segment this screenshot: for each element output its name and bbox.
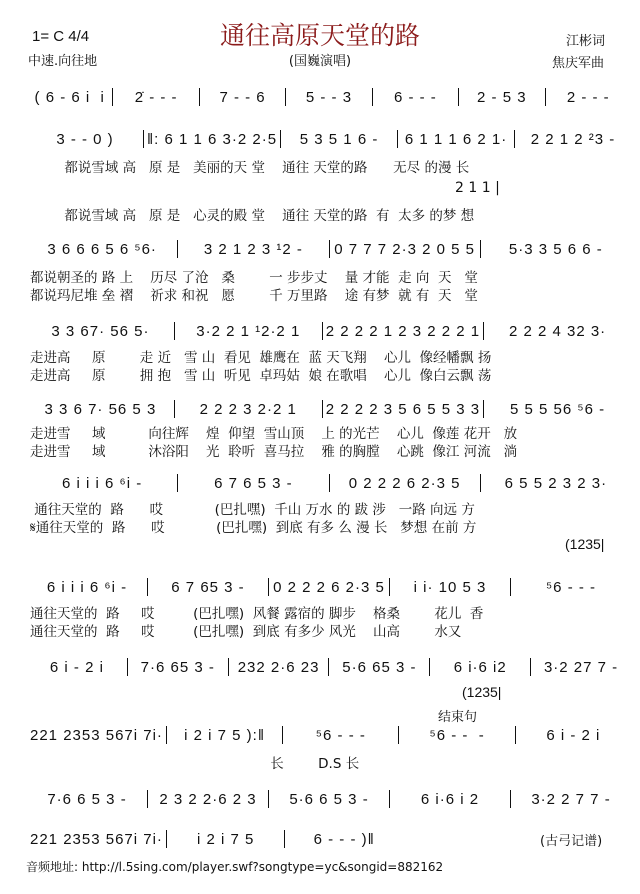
measure: 5·3 3 5 6 6 - bbox=[508, 240, 603, 258]
barline bbox=[280, 130, 281, 148]
notation-line bbox=[30, 658, 628, 676]
measure: 3 2 1 2 3 ¹2 - bbox=[203, 240, 303, 258]
barline bbox=[429, 658, 430, 676]
measure: 7·6 6 5 3 - bbox=[47, 790, 127, 808]
measure: 6 - - - )‖ bbox=[313, 830, 375, 848]
barline bbox=[174, 400, 175, 418]
measure: 3·2 2 7 7 - bbox=[531, 790, 611, 808]
measure: 6 i - 2 i bbox=[546, 726, 601, 744]
measure: 2 2 2 4 32 3· bbox=[508, 322, 607, 340]
lyric-line: 都说雪域 高 原 是 心灵的殿 堂 通往 天堂的路 有 太多 的梦 想 bbox=[30, 208, 475, 224]
measure: 6 1 1 1 6 2 1· bbox=[404, 130, 508, 148]
measure: 6 7 6 5 3 - bbox=[214, 474, 293, 492]
barline bbox=[328, 658, 329, 676]
lyricist: 江彬词 bbox=[566, 34, 606, 49]
barline bbox=[397, 130, 398, 148]
measure: i 2 i 7 5 ):‖ bbox=[184, 726, 266, 744]
measure: 3 - - 0 ) bbox=[56, 130, 114, 148]
audio-url: 音频地址: http://l.5sing.com/player.swf?songtype=yc&songid=882162 bbox=[26, 860, 444, 874]
barline bbox=[515, 726, 516, 744]
measure: 6 7 65 3 - bbox=[171, 578, 245, 596]
notation-line bbox=[30, 400, 628, 418]
measure: ‖: 6 1 1 6 3·2 2·5 bbox=[146, 130, 278, 148]
lyric-line: 走进雪 域 向往辉 煌 仰望 雪山顶 上 的光芒 心儿 像莲 花开 放 bbox=[30, 426, 518, 442]
measure: 0 7 7 7 2·3 2 0 5 5 bbox=[334, 240, 475, 258]
notation-line bbox=[30, 130, 628, 148]
barline bbox=[282, 726, 283, 744]
barline bbox=[510, 578, 511, 596]
measure: 0 2 2 2 6 2·3 5 bbox=[348, 474, 461, 492]
barline bbox=[268, 578, 269, 596]
key-signature: 1= C 4/4 bbox=[32, 28, 90, 45]
measure: ⁵6 - - - bbox=[429, 726, 485, 744]
lyric-line: 走进高 原 拥 抱 雪 山 听见 卓玛姑 娘 在歌唱 心儿 像白云飘 荡 bbox=[30, 368, 492, 384]
barline bbox=[268, 790, 269, 808]
measure: 6 i·6 i 2 bbox=[420, 790, 480, 808]
notation-line bbox=[30, 322, 628, 340]
measure: 2 3 2 2·6 2 3 bbox=[159, 790, 257, 808]
barline bbox=[510, 790, 511, 808]
measure: ( 6 - 6 i i bbox=[34, 88, 105, 106]
measure: 221 2353 567i 7i· bbox=[30, 726, 163, 744]
barline bbox=[112, 88, 113, 106]
barline bbox=[398, 726, 399, 744]
measure: 5 - - 3 bbox=[305, 88, 353, 106]
measure: 0 2 2 2 6 2·3 5 bbox=[273, 578, 385, 596]
lyric-line: 走进高 原 走 近 雪 山 看见 雄鹰在 蓝 天飞翔 心儿 像经幡飘 扬 bbox=[30, 350, 492, 366]
measure: 2 2 2 3 2·2 1 bbox=[199, 400, 297, 418]
measure: 3·2 2 1 ¹2·2 1 bbox=[196, 322, 301, 340]
barline bbox=[458, 88, 459, 106]
notation-line bbox=[30, 830, 400, 848]
lyric-line: 通往天堂的 路 哎 (巴扎嘿) 风餐 露宿的 脚步 格桑 花儿 香 bbox=[30, 606, 484, 622]
measure: 7 - - 6 bbox=[219, 88, 266, 106]
tempo-marking: 中速.向往地 bbox=[28, 54, 98, 69]
lyric-line: 通往天堂的 路 哎 (巴扎嘿) 千山 万水 的 跋 涉 一路 向远 方 bbox=[30, 502, 475, 518]
alt-ending-notes: 2 1 1 | bbox=[455, 180, 500, 196]
measure: 6 i - 2 i bbox=[49, 658, 104, 676]
singer: (国巍演唱) bbox=[288, 54, 352, 69]
measure: 5·6 6 5 3 - bbox=[289, 790, 369, 808]
measure: 2 2 1 2 ²3 - bbox=[530, 130, 616, 148]
measure: 2 2 2 2 1 2 3 2 2 2 1 bbox=[325, 322, 481, 340]
barline bbox=[329, 474, 330, 492]
barline bbox=[284, 830, 285, 848]
barline bbox=[389, 790, 390, 808]
barline bbox=[127, 658, 128, 676]
barline bbox=[177, 240, 178, 258]
barline bbox=[545, 88, 546, 106]
intro-pickup-2: (1235| bbox=[462, 684, 502, 700]
measure: 6 5 5 2 3 2 3· bbox=[504, 474, 608, 492]
measure: 221 2353 567i 7i· bbox=[30, 830, 163, 848]
song-title: 通往高原天堂的路 bbox=[219, 21, 420, 50]
measure: 2̇ - - - bbox=[134, 88, 178, 106]
measure: i i· 10 5 3 bbox=[413, 578, 487, 596]
measure: i 2 i 7 5 bbox=[197, 830, 255, 848]
barline bbox=[166, 830, 167, 848]
intro-pickup: (1235| bbox=[565, 536, 605, 552]
measure: 2 - 5 3 bbox=[477, 88, 527, 106]
barline bbox=[483, 400, 484, 418]
measure: 5 5 5 56 ⁵6 - bbox=[510, 400, 606, 418]
barline bbox=[177, 474, 178, 492]
barline bbox=[514, 130, 515, 148]
measure: 3 3 67· 56 5· bbox=[51, 322, 150, 340]
lyric-line: 通往天堂的 路 哎 (巴扎嘿) 到底 有多少 风光 山高 水又 bbox=[30, 624, 462, 640]
lyric-line: 长 D.S 长 bbox=[30, 756, 360, 772]
measure: 232 2·6 23 bbox=[237, 658, 320, 676]
barline bbox=[372, 88, 373, 106]
lyric-line: 𝄋通往天堂的 路 哎 (巴扎嘿) 到底 有多 么 漫 长 梦想 在前 方 bbox=[30, 520, 477, 536]
measure: 6 i·6 i2 bbox=[453, 658, 507, 676]
lyric-line: 都说雪域 高 原 是 美丽的天 堂 通往 天堂的路 无尽 的漫 长 bbox=[30, 160, 470, 176]
measure: 5 3 5 1 6 - bbox=[299, 130, 379, 148]
composer: 焦庆军曲 bbox=[552, 56, 605, 71]
measure: 6 i i i 6 ⁶i - bbox=[46, 578, 128, 596]
barline bbox=[389, 578, 390, 596]
barline bbox=[480, 474, 481, 492]
barline bbox=[480, 240, 481, 258]
measure: 6 - - - bbox=[393, 88, 437, 106]
barline bbox=[166, 726, 167, 744]
barline bbox=[322, 400, 323, 418]
ending-label: 结束句 bbox=[438, 710, 478, 725]
notation-line bbox=[30, 240, 628, 258]
measure: 5·6 65 3 - bbox=[342, 658, 417, 676]
measure: 2 2 2 2 3 5 6 5 5 3 3 bbox=[325, 400, 481, 418]
barline bbox=[483, 322, 484, 340]
barline bbox=[199, 88, 200, 106]
notation-line bbox=[30, 578, 628, 596]
notation-line bbox=[30, 726, 628, 744]
measure: 3·2 27 7 - bbox=[543, 658, 619, 676]
notation-line bbox=[30, 474, 628, 492]
barline bbox=[143, 130, 144, 148]
barline bbox=[285, 88, 286, 106]
measure: 3 3 6 7· 56 5 3 bbox=[44, 400, 157, 418]
barline bbox=[530, 658, 531, 676]
measure: ⁵6 - - - bbox=[545, 578, 597, 596]
measure: 7·6 65 3 - bbox=[140, 658, 215, 676]
barline bbox=[322, 322, 323, 340]
barline bbox=[147, 578, 148, 596]
notation-line bbox=[30, 88, 628, 106]
barline bbox=[329, 240, 330, 258]
barline bbox=[228, 658, 229, 676]
lyric-line: 都说朝圣的 路 上 历尽 了沧 桑 一 步步丈 量 才能 走 向 天 堂 bbox=[30, 270, 478, 286]
barline bbox=[174, 322, 175, 340]
measure: 6 i i i 6 ⁶i - bbox=[62, 474, 143, 492]
measure: ⁵6 - - - bbox=[315, 726, 366, 744]
measure: 2 - - - bbox=[566, 88, 610, 106]
transcriber-note: (古弓记谱) bbox=[540, 834, 603, 849]
notation-line bbox=[30, 790, 628, 808]
lyric-line: 都说玛尼堆 垒 褶 祈求 和祝 愿 千 万里路 途 有梦 就 有 天 堂 bbox=[30, 288, 478, 304]
measure: 3 6 6 6 5 6 ⁵6· bbox=[47, 240, 157, 258]
barline bbox=[147, 790, 148, 808]
lyric-line: 走进雪 域 沐浴阳 光 聆听 喜马拉 雅 的胸膛 心跳 像江 河流 淌 bbox=[30, 444, 518, 460]
